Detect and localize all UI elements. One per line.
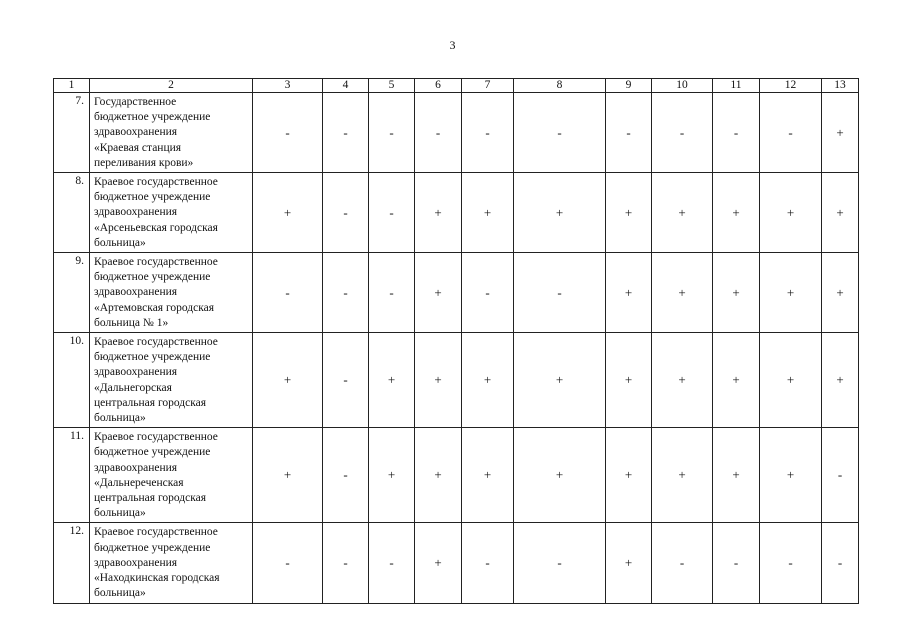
row-number: 10. bbox=[54, 333, 90, 428]
mark-cell: + bbox=[514, 333, 606, 428]
mark-cell: - bbox=[323, 173, 369, 253]
mark-cell: + bbox=[253, 428, 323, 523]
institution-name: Краевое государственное бюджетное учреждение здравоохранения «Дальнереченская центральная городская больница» bbox=[90, 428, 253, 523]
mark-cell: + bbox=[415, 428, 462, 523]
column-header: 5 bbox=[369, 79, 415, 93]
column-header: 4 bbox=[323, 79, 369, 93]
mark-cell: + bbox=[462, 333, 514, 428]
mark-cell: + bbox=[606, 173, 652, 253]
mark-cell: + bbox=[713, 428, 760, 523]
institution-name: Краевое государственное бюджетное учреждение здравоохранения «Арсеньевская городская больница» bbox=[90, 173, 253, 253]
mark-cell: - bbox=[323, 93, 369, 173]
mark-cell: + bbox=[760, 333, 822, 428]
mark-cell: - bbox=[369, 253, 415, 333]
mark-cell: + bbox=[652, 253, 713, 333]
row-number: 8. bbox=[54, 173, 90, 253]
mark-cell: + bbox=[415, 523, 462, 603]
mark-cell: - bbox=[514, 523, 606, 603]
mark-cell: + bbox=[514, 428, 606, 523]
mark-cell: - bbox=[369, 93, 415, 173]
institution-name: Краевое государственное бюджетное учреждение здравоохранения «Находкинская городская больница» bbox=[90, 523, 253, 603]
mark-cell: + bbox=[822, 253, 859, 333]
mark-cell: - bbox=[822, 523, 859, 603]
mark-cell: + bbox=[652, 173, 713, 253]
mark-cell: - bbox=[253, 523, 323, 603]
mark-cell: - bbox=[462, 253, 514, 333]
page-number: 3 bbox=[449, 38, 456, 52]
mark-cell: - bbox=[652, 523, 713, 603]
table-row bbox=[54, 173, 859, 253]
mark-cell: + bbox=[462, 428, 514, 523]
table-row bbox=[54, 333, 859, 428]
mark-cell: - bbox=[514, 93, 606, 173]
mark-cell: - bbox=[760, 523, 822, 603]
mark-cell: - bbox=[323, 253, 369, 333]
mark-cell: - bbox=[369, 173, 415, 253]
mark-cell: + bbox=[760, 253, 822, 333]
table-row bbox=[54, 523, 859, 603]
mark-cell: - bbox=[323, 523, 369, 603]
column-header: 12 bbox=[760, 79, 822, 93]
column-header: 6 bbox=[415, 79, 462, 93]
mark-cell: - bbox=[323, 428, 369, 523]
mark-cell: + bbox=[713, 333, 760, 428]
mark-cell: + bbox=[369, 428, 415, 523]
institution-name: Государственное бюджетное учреждение здравоохранения «Краевая станция переливания крови» bbox=[90, 93, 253, 173]
table-row bbox=[54, 428, 859, 523]
mark-cell: - bbox=[652, 93, 713, 173]
column-header: 9 bbox=[606, 79, 652, 93]
column-header: 2 bbox=[90, 79, 253, 93]
column-header: 8 bbox=[514, 79, 606, 93]
mark-cell: - bbox=[606, 93, 652, 173]
mark-cell: + bbox=[760, 173, 822, 253]
mark-cell: + bbox=[606, 253, 652, 333]
mark-cell: + bbox=[760, 428, 822, 523]
institution-name: Краевое государственное бюджетное учреждение здравоохранения «Дальнегорская центральная городская больница» bbox=[90, 333, 253, 428]
row-number: 11. bbox=[54, 428, 90, 523]
mark-cell: + bbox=[415, 253, 462, 333]
mark-cell: + bbox=[652, 428, 713, 523]
mark-cell: - bbox=[323, 333, 369, 428]
table-row bbox=[54, 93, 859, 173]
column-header: 3 bbox=[253, 79, 323, 93]
mark-cell: + bbox=[822, 173, 859, 253]
mark-cell: + bbox=[822, 93, 859, 173]
mark-cell: - bbox=[760, 93, 822, 173]
mark-cell: - bbox=[462, 523, 514, 603]
mark-cell: - bbox=[415, 93, 462, 173]
mark-cell: + bbox=[253, 173, 323, 253]
mark-cell: + bbox=[514, 173, 606, 253]
mark-cell: - bbox=[713, 93, 760, 173]
mark-cell: - bbox=[822, 428, 859, 523]
row-number: 7. bbox=[54, 93, 90, 173]
mark-cell: - bbox=[369, 523, 415, 603]
mark-cell: - bbox=[253, 93, 323, 173]
mark-cell: + bbox=[713, 173, 760, 253]
column-header: 13 bbox=[822, 79, 859, 93]
mark-cell: + bbox=[606, 428, 652, 523]
mark-cell: - bbox=[462, 93, 514, 173]
mark-cell: + bbox=[253, 333, 323, 428]
column-header: 11 bbox=[713, 79, 760, 93]
mark-cell: + bbox=[652, 333, 713, 428]
column-header: 1 bbox=[54, 79, 90, 93]
column-header: 10 bbox=[652, 79, 713, 93]
mark-cell: + bbox=[606, 333, 652, 428]
mark-cell: + bbox=[713, 253, 760, 333]
mark-cell: - bbox=[253, 253, 323, 333]
mark-cell: + bbox=[606, 523, 652, 603]
table-row bbox=[54, 253, 859, 333]
data-table bbox=[53, 78, 859, 604]
row-number: 9. bbox=[54, 253, 90, 333]
mark-cell: + bbox=[415, 333, 462, 428]
mark-cell: + bbox=[822, 333, 859, 428]
header-row bbox=[54, 79, 859, 93]
column-header: 7 bbox=[462, 79, 514, 93]
mark-cell: + bbox=[415, 173, 462, 253]
institution-name: Краевое государственное бюджетное учреждение здравоохранения «Артемовская городская больница № 1» bbox=[90, 253, 253, 333]
row-number: 12. bbox=[54, 523, 90, 603]
mark-cell: + bbox=[369, 333, 415, 428]
mark-cell: - bbox=[514, 253, 606, 333]
mark-cell: + bbox=[462, 173, 514, 253]
mark-cell: - bbox=[713, 523, 760, 603]
